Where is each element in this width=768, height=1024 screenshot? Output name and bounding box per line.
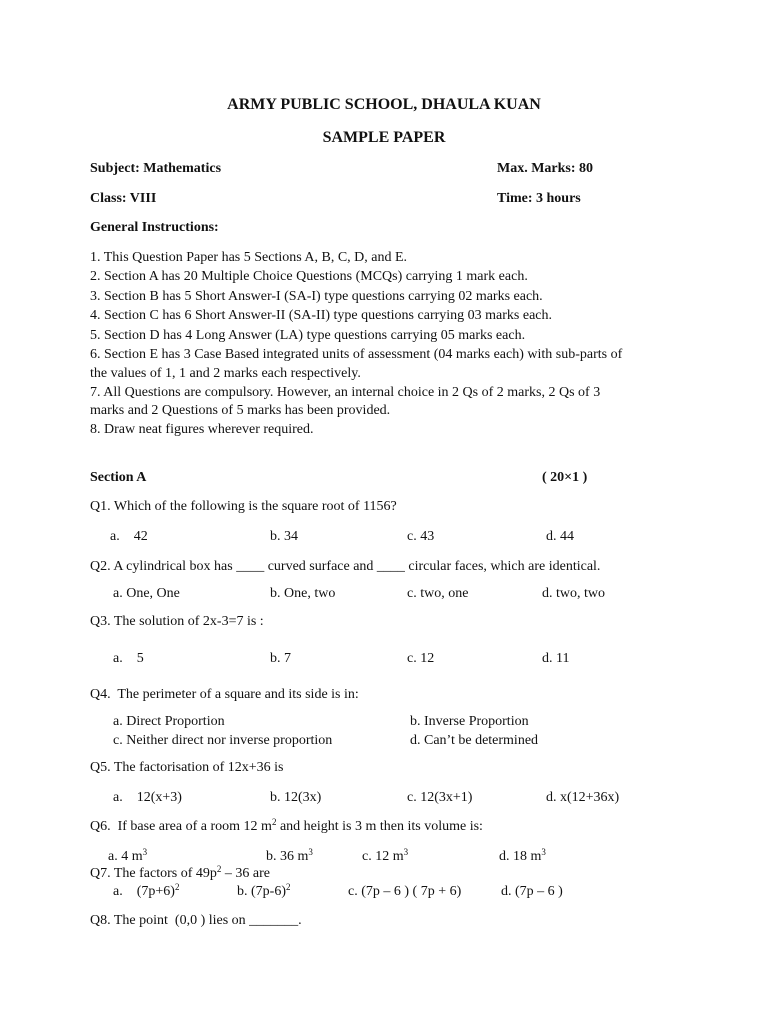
q6-option-c-sup: 3 (403, 847, 409, 857)
question-8: Q8. The point (0,0 ) lies on _______. (90, 913, 302, 928)
section-a-marks: ( 20×1 ) (542, 470, 588, 485)
instructions-heading: General Instructions: (90, 220, 219, 235)
q3-option-a: a. 5 (113, 651, 144, 666)
class-label: Class: VIII (90, 191, 157, 206)
question-7 (90, 865, 270, 882)
instruction-line: 2. Section A has 20 Multiple Choice Questions (MCQs) carrying 1 mark each. (90, 269, 528, 284)
q6-option-b-text: b. 36 m (266, 849, 309, 864)
q6-option-c-text: c. 12 m (362, 849, 404, 864)
q4-option-a: a. Direct Proportion (113, 714, 225, 729)
q7-text-pre: Q7. The factors of 49p (90, 866, 217, 881)
instruction-line: 6. Section E has 3 Case Based integrated units of assessment (04 marks each) with sub-parts of (90, 347, 623, 362)
q5-option-d: d. x(12+36x) (546, 790, 620, 805)
q7-option-c: c. (7p – 6 ) ( 7p + 6) (348, 884, 462, 899)
q5-option-c: c. 12(3x+1) (407, 790, 473, 805)
school-name: ARMY PUBLIC SCHOOL, DHAULA KUAN (227, 96, 541, 113)
q4-option-c: c. Neither direct nor inverse proportion (113, 733, 333, 748)
q3-option-b: b. 7 (270, 651, 291, 666)
q2-option-c: c. two, one (407, 586, 469, 601)
instruction-line: 3. Section B has 5 Short Answer-I (SA-I) type questions carrying 02 marks each. (90, 289, 543, 304)
section-a-title: Section A (90, 470, 147, 485)
q6-option-b (266, 848, 313, 865)
q6-option-d (499, 848, 546, 865)
question-3: Q3. The solution of 2x-3=7 is : (90, 614, 264, 629)
q7-option-a-text: a. (7p+6) (113, 884, 175, 899)
question-1: Q1. Which of the following is the square root of 1156? (90, 499, 397, 514)
q6-option-d-sup: 3 (541, 847, 546, 857)
q2-option-a: a. One, One (113, 586, 180, 601)
q1-option-a: a. 42 (110, 529, 148, 544)
q6-text-sup: 2 (271, 817, 277, 827)
q3-option-d: d. 11 (542, 651, 570, 666)
instruction-line: marks and 2 Questions of 5 marks has been provided. (90, 403, 391, 418)
instruction-line: 8. Draw neat figures wherever required. (90, 422, 314, 437)
q6-option-a-text: a. 4 m (108, 849, 143, 864)
q1-option-b: b. 34 (270, 529, 298, 544)
q6-option-d-text: d. 18 m (499, 849, 542, 864)
q2-option-b: b. One, two (270, 586, 336, 601)
q6-option-c (362, 848, 408, 865)
q7-option-b-sup: 2 (286, 882, 291, 892)
q4-option-b: b. Inverse Proportion (410, 714, 529, 729)
q7-option-b-text: b. (7p-6) (237, 884, 286, 899)
q7-text-post: – 36 are (221, 866, 270, 881)
q6-option-b-sup: 3 (308, 847, 313, 857)
instruction-line: 4. Section C has 6 Short Answer-II (SA-II) type questions carrying 03 marks each. (90, 308, 553, 323)
q7-text-sup: 2 (216, 864, 222, 874)
instruction-line: the values of 1, 1 and 2 marks each respectively. (90, 366, 361, 381)
q7-option-a-sup: 2 (174, 882, 180, 892)
q7-option-b (237, 883, 291, 900)
q6-text-post: and height is 3 m then its volume is: (276, 819, 483, 834)
q1-option-d: d. 44 (546, 529, 574, 544)
question-2: Q2. A cylindrical box has ____ curved surface and ____ circular faces, which are identical. (90, 559, 601, 574)
q7-option-a (113, 883, 179, 900)
subject-label: Subject: Mathematics (90, 161, 222, 176)
max-marks-label: Max. Marks: 80 (497, 161, 594, 176)
q7-option-d: d. (7p – 6 ) (501, 884, 563, 899)
q3-option-c: c. 12 (407, 651, 435, 666)
instruction-line: 5. Section D has 4 Long Answer (LA) type questions carrying 05 marks each. (90, 328, 526, 343)
q4-option-d: d. Can’t be determined (410, 733, 539, 748)
q6-option-a-sup: 3 (142, 847, 148, 857)
paper-title: SAMPLE PAPER (322, 129, 446, 146)
question-5: Q5. The factorisation of 12x+36 is (90, 760, 284, 775)
q5-option-a: a. 12(x+3) (113, 790, 182, 805)
q1-option-c: c. 43 (407, 529, 435, 544)
instruction-line: 7. All Questions are compulsory. However, an internal choice in 2 Qs of 2 marks, 2 Qs of 3 (90, 385, 601, 400)
question-4: Q4. The perimeter of a square and its side is in: (90, 687, 359, 702)
q2-option-d: d. two, two (542, 586, 605, 601)
q5-option-b: b. 12(3x) (270, 790, 322, 805)
time-label: Time: 3 hours (497, 191, 581, 206)
instruction-line: 1. This Question Paper has 5 Sections A, B, C, D, and E. (90, 250, 408, 265)
q6-option-a (108, 848, 147, 865)
q6-text-pre: Q6. If base area of a room 12 m (90, 819, 272, 834)
question-6 (90, 818, 483, 835)
